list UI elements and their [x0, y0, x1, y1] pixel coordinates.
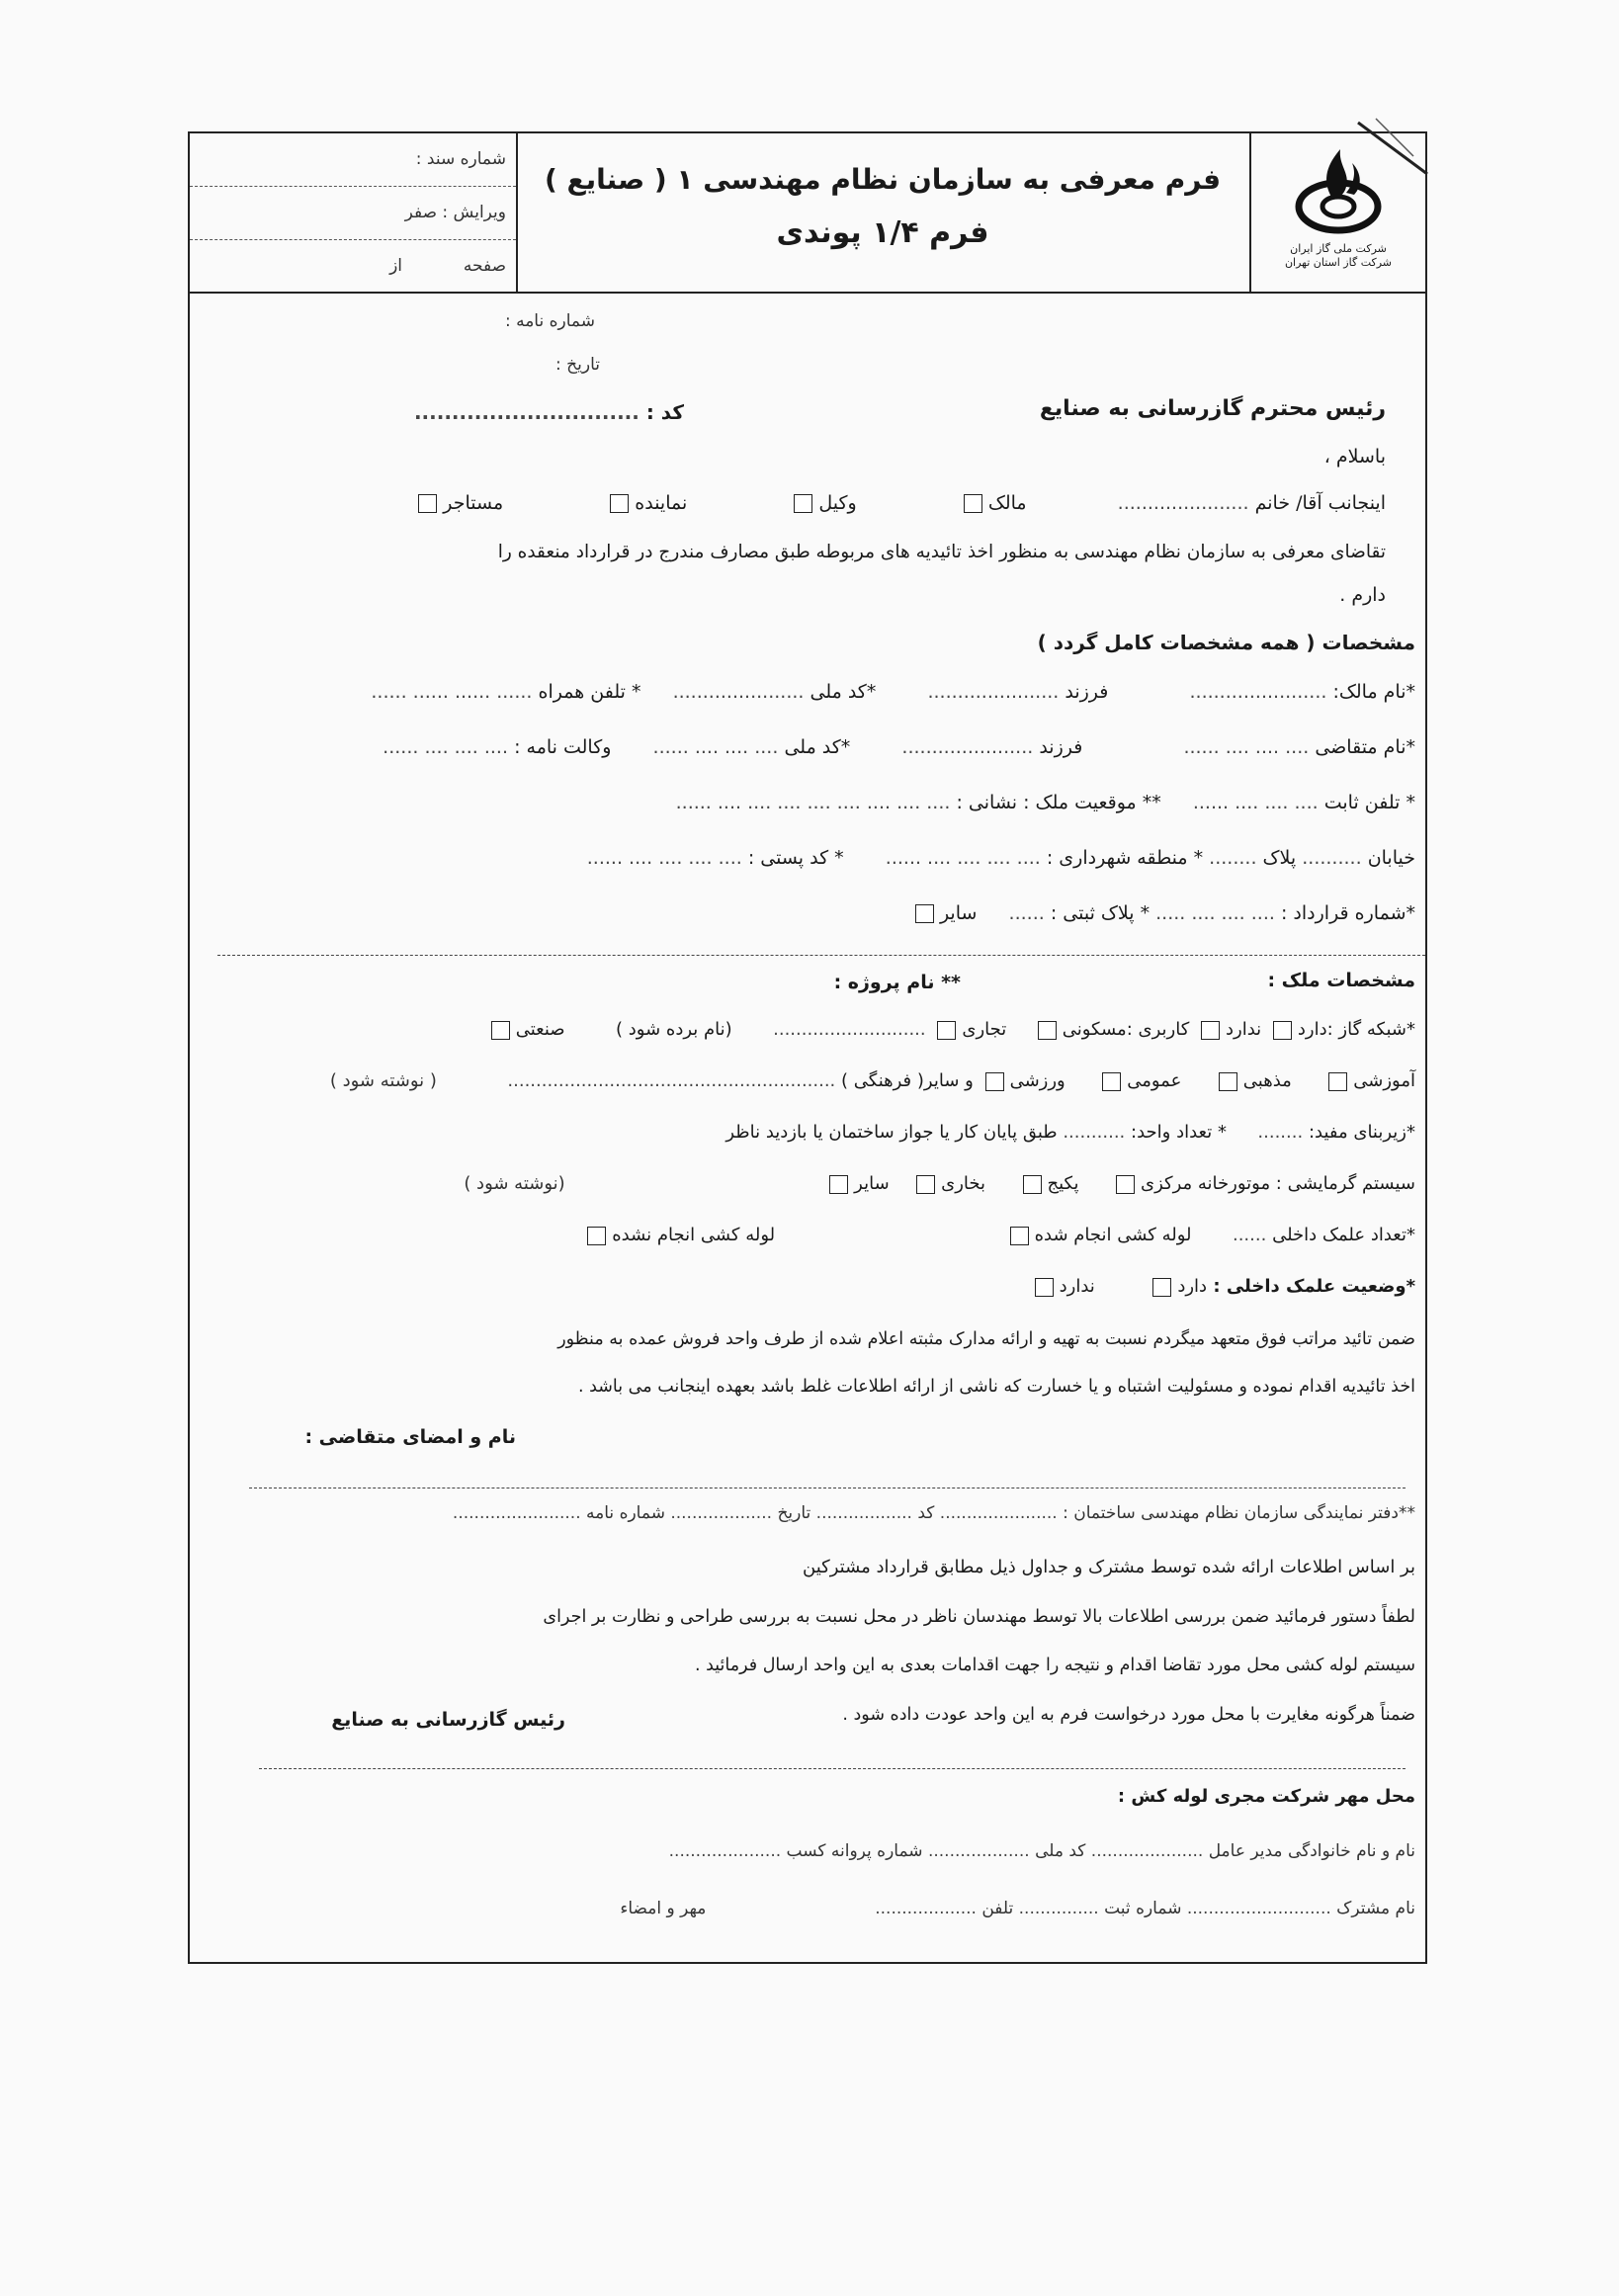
owner-national-id-label: *کد ملی [810, 681, 877, 703]
office-code-field[interactable]: .................. [815, 1503, 912, 1523]
heating-other-checkbox[interactable] [829, 1175, 848, 1194]
location-field[interactable]: .... .... .... .... .... .... .... .... ...... [675, 792, 951, 813]
contract-number-field[interactable]: .... .... .... ..... [1155, 902, 1275, 924]
heating-written-note: (نوشته شود ) [464, 1173, 565, 1194]
landline-field[interactable]: .... .... .... ...... [1192, 792, 1319, 813]
corner-pen-mark-icon [1356, 117, 1435, 186]
registered-plaque-field[interactable]: ...... [1008, 902, 1045, 924]
office-date-label: تاریخ [777, 1503, 811, 1523]
applicant-name-field[interactable]: .... .... .... ...... [1183, 736, 1310, 758]
per-completion-note: طبق پایان کار یا جواز ساختمان یا بازدید ناظر [725, 1122, 1058, 1143]
plaque-label: پلاک [1262, 847, 1297, 869]
heating-system-label: سیستم گرمایشی : موتورخانه مرکزی [1140, 1173, 1415, 1194]
owner-child-label: فرزند [1065, 681, 1109, 703]
owner-national-id-field[interactable]: ...................... [672, 681, 805, 703]
commitment-line-2: اخذ تائیدیه اقدام نموده و مسئولیت اشتباه و یا خسارت که ناشی از ارائه اطلاعات غلط باشد بعهده اینجانب می باشد . [577, 1377, 1415, 1397]
subscriber-row [620, 1899, 1415, 1918]
gas-network-has-label: *شبکه گاز :دارد [1297, 1019, 1415, 1040]
residential-checkbox[interactable] [1038, 1021, 1057, 1040]
contractor-stamp-label: محل مهر شرکت مجری لوله کش : [1117, 1786, 1415, 1807]
owner-name-label: *نام مالک: [1332, 681, 1415, 703]
heating-other-label: سایر [854, 1173, 890, 1194]
section-divider [217, 955, 1425, 956]
office-letter-number-field[interactable]: ........................ [452, 1503, 581, 1523]
logo-caption [1251, 242, 1425, 270]
specs-title: مشخصات ( همه مشخصات کامل گردد ) [1037, 631, 1415, 654]
registration-number-field[interactable]: ............... [1018, 1899, 1099, 1918]
written-note: ( نوشته شود ) [329, 1070, 437, 1091]
central-heating-checkbox[interactable] [1116, 1175, 1135, 1194]
manager-national-id-field[interactable]: ................... [927, 1841, 1030, 1861]
useful-area-field[interactable]: ........ [1257, 1122, 1304, 1143]
piping-done-checkbox[interactable] [1010, 1227, 1029, 1245]
form-body [188, 290, 1427, 1964]
unit-count-field[interactable]: ........... [1063, 1122, 1126, 1143]
landline-label: * تلفن ثابت [1323, 792, 1415, 813]
head-of-gas-signature: رئیس گازرسانی به صنایع [331, 1709, 565, 1731]
license-label: شماره پروانه کسب [786, 1841, 923, 1861]
package-label: پکیج [1047, 1173, 1079, 1194]
based-on-text: بر اساس اطلاعات ارائه شده توسط مشترک و جداول ذیل مطابق قرارداد مشترکین [803, 1557, 1415, 1577]
page-label: صفحه [463, 256, 506, 276]
office-code-label: کد [917, 1503, 935, 1523]
license-field[interactable]: ..................... [668, 1841, 782, 1861]
office-label: **دفتر نمایندگی سازمان نظام مهندسی ساختمان : [1063, 1503, 1415, 1523]
usage-type-row [330, 1070, 1415, 1091]
applicant-info-row [383, 736, 1415, 758]
unit-count-label: * تعداد واحد: [1131, 1122, 1227, 1143]
piping-done-label: لوله کشی انجام شده [1034, 1225, 1192, 1245]
greeting: باسلام ، [1323, 446, 1386, 468]
code-text: کد : [645, 400, 684, 424]
internal-meters-label: *تعداد علمک داخلی [1272, 1225, 1415, 1245]
code-field[interactable]: .............................. [413, 400, 639, 424]
educational-label: آموزشی [1353, 1070, 1415, 1091]
applicant-role-row [412, 492, 1386, 514]
heating-row [464, 1173, 1415, 1194]
subscriber-label: نام مشترک [1336, 1899, 1415, 1918]
heater-label: بخاری [941, 1173, 986, 1194]
form-header [188, 131, 1427, 294]
applicant-field[interactable]: ...................... [1117, 492, 1249, 514]
industrial-checkbox[interactable] [491, 1021, 510, 1040]
status-has-not-label: ندارد [1059, 1276, 1095, 1297]
contract-number-label: *شماره قرارداد : [1280, 902, 1415, 924]
owner-name-field[interactable]: ....................... [1189, 681, 1327, 703]
form-title: فرم معرفی به سازمان نظام مهندسی ۱ ( صنایع ) [544, 163, 1222, 196]
property-title: مشخصات ملک : [1267, 970, 1415, 991]
commitment-line-1: ضمن تائید مراتب فوق متعهد میگردم نسبت به تهیه و ارائه مدارک مثبته اعلام شده از طرف واحد فروش عمده به منظور [557, 1329, 1415, 1349]
logo-line-1: شرکت ملی گاز ایران [1290, 242, 1387, 255]
owner-checkbox[interactable] [964, 494, 982, 513]
religious-checkbox[interactable] [1219, 1072, 1237, 1091]
project-name-label: ** نام پروژه : [833, 972, 961, 993]
form-title-cell [516, 133, 1251, 292]
attorney-label: وکیل [818, 492, 857, 514]
gas-network-none-label: ندارد [1226, 1019, 1262, 1040]
postal-code-label: * کد پستی : [747, 847, 844, 869]
location-row [676, 792, 1415, 813]
useful-area-label: *زیربنای مفید: [1308, 1122, 1415, 1143]
applicant-label: اینجانب آقا/ خانم [1254, 492, 1386, 514]
representative-checkbox[interactable] [610, 494, 629, 513]
status-has-checkbox[interactable] [1152, 1278, 1171, 1297]
commercial-checkbox[interactable] [937, 1021, 956, 1040]
representative-label: نماینده [635, 492, 688, 514]
office-field[interactable]: ...................... [939, 1503, 1058, 1523]
applicant-national-id-label: *کد ملی [784, 736, 851, 758]
usage-residential-label: کاربری :مسکونی [1062, 1019, 1190, 1040]
manager-national-id-label: کد ملی [1035, 1841, 1086, 1861]
form-subtitle: فرم ۱/۴ پوندی [776, 215, 989, 250]
internal-meters-row [581, 1225, 1415, 1245]
applicant-child-field[interactable]: ...................... [901, 736, 1034, 758]
other-label: سایر [939, 902, 978, 924]
sports-checkbox[interactable] [985, 1072, 1004, 1091]
office-letter-number-label: شماره نامه [586, 1503, 665, 1523]
educational-checkbox[interactable] [1328, 1072, 1347, 1091]
instruction-line-1: لطفاً دستور فرمائید ضمن بررسی اطلاعات بالا توسط مهندسان ناظر در محل نسبت به بررسی طراحی و نظارت بر اجرای [543, 1607, 1415, 1627]
status-has-label: دارد [1177, 1276, 1208, 1297]
doc-number-label: شماره سند : [415, 149, 506, 169]
street-label: خیابان [1367, 847, 1415, 869]
industrial-label: صنعتی [515, 1019, 565, 1040]
request-line-1: تقاضای معرفی به سازمان نظام مهندسی به منظور اخذ تائیدیه های مربوطه طبق مصارف مندرج در قرارداد منعقده را [497, 542, 1386, 562]
gas-network-has-checkbox[interactable] [1273, 1021, 1292, 1040]
owner-label: مالک [987, 492, 1027, 514]
tenant-checkbox[interactable] [418, 494, 437, 513]
instruction-line-3: ضمناً هرگونه مغایرت با محل مورد درخواست فرم به این واحد عودت داده شود . [842, 1705, 1415, 1725]
recipient-title: رئیس محترم گازرسانی به صنایع [1039, 396, 1386, 421]
owner-child-field[interactable]: ...................... [927, 681, 1060, 703]
gas-network-none-checkbox[interactable] [1201, 1021, 1220, 1040]
manager-row [669, 1841, 1415, 1861]
applicant-signature-label: نام و امضای متقاضی : [304, 1426, 516, 1448]
applicant-name-label: *نام متقاضی [1315, 736, 1415, 758]
piping-not-done-checkbox[interactable] [587, 1227, 606, 1245]
cultural-label: و سایر( فرهنگی ) [841, 1070, 974, 1091]
postal-code-field[interactable]: .... .... .... .... ...... [586, 847, 742, 869]
status-has-not-checkbox[interactable] [1035, 1278, 1054, 1297]
heater-checkbox[interactable] [916, 1175, 935, 1194]
municipal-zone-field[interactable]: .... .... .... .... ...... [885, 847, 1041, 869]
instruction-line-2: سیستم لوله کشی محل مورد تقاضا اقدام و نتیجه را جهت اقدامات بعدی به این واحد ارسال فرمائید . [694, 1656, 1415, 1675]
request-line-2: دارم . [1339, 584, 1386, 606]
sports-label: ورزشی [1009, 1070, 1065, 1091]
piping-not-done-label: لوله کشی انجام نشده [612, 1225, 776, 1245]
public-label: عمومی [1127, 1070, 1182, 1091]
applicant-national-id-field[interactable]: .... .... .... ...... [652, 736, 779, 758]
page-of-label: از [389, 256, 402, 276]
document-meta-cell [190, 133, 518, 292]
contractor-phone-field[interactable]: ................... [875, 1899, 977, 1918]
registration-number-label: شماره ثبت [1104, 1899, 1182, 1918]
street-field[interactable]: .......... [1302, 847, 1362, 869]
power-of-attorney-label: وکالت نامه : [514, 736, 612, 758]
letter-number-label: شماره نامه : [504, 311, 595, 331]
letter-date-label: تاریخ : [555, 355, 600, 375]
contractor-phone-label: تلفن [981, 1899, 1014, 1918]
doc-number-row [190, 133, 516, 187]
applicant-child-label: فرزند [1039, 736, 1083, 758]
registered-plaque-label: * پلاک ثبتی : [1050, 902, 1150, 924]
area-row [725, 1122, 1415, 1143]
municipal-zone-label: * منطقه شهرداری : [1046, 847, 1204, 869]
religious-label: مذهبی [1242, 1070, 1292, 1091]
manager-field[interactable]: ..................... [1090, 1841, 1204, 1861]
tenant-label: مستاجر [443, 492, 504, 514]
code-label [414, 400, 684, 424]
revision-label: ویرایش : صفر [404, 203, 506, 222]
owner-info-row [371, 681, 1415, 703]
office-row [453, 1503, 1415, 1523]
public-checkbox[interactable] [1102, 1072, 1121, 1091]
power-of-attorney-field[interactable]: .... .... .... ...... [383, 736, 509, 758]
attorney-checkbox[interactable] [794, 494, 812, 513]
stamp-sign-label: مهر و امضاء [620, 1899, 707, 1918]
gas-usage-row [485, 1019, 1415, 1040]
subscriber-field[interactable]: ........................... [1186, 1899, 1331, 1918]
package-checkbox[interactable] [1023, 1175, 1042, 1194]
office-date-field[interactable]: ................... [670, 1503, 773, 1523]
mobile-label: * تلفن همراه [538, 681, 641, 703]
address-row [587, 847, 1415, 869]
usage-name-field[interactable]: ........................... [773, 1019, 926, 1040]
contract-row [909, 902, 1415, 924]
contractor-divider [259, 1768, 1406, 1769]
location-label: ** موقعیت ملک : نشانی : [956, 792, 1161, 813]
manager-label: نام و نام خانوادگی مدیر عامل [1208, 1841, 1415, 1861]
internal-meters-field[interactable]: ...... [1232, 1225, 1267, 1245]
cultural-field[interactable]: .......................................................... [507, 1070, 836, 1091]
name-note: (نام برده شود ) [616, 1019, 732, 1040]
revision-row [190, 187, 516, 240]
internal-status-row [1029, 1276, 1415, 1297]
internal-status-label: *وضعیت علمک داخلی : [1213, 1276, 1415, 1297]
mobile-field[interactable]: ...... ...... ...... ...... [371, 681, 533, 703]
logo-line-2: شرکت گاز استان تهران [1284, 256, 1393, 269]
page-row [190, 240, 516, 293]
plaque-field[interactable]: ........ [1209, 847, 1257, 869]
other-checkbox[interactable] [915, 904, 934, 923]
commercial-label: تجاری [962, 1019, 1007, 1040]
